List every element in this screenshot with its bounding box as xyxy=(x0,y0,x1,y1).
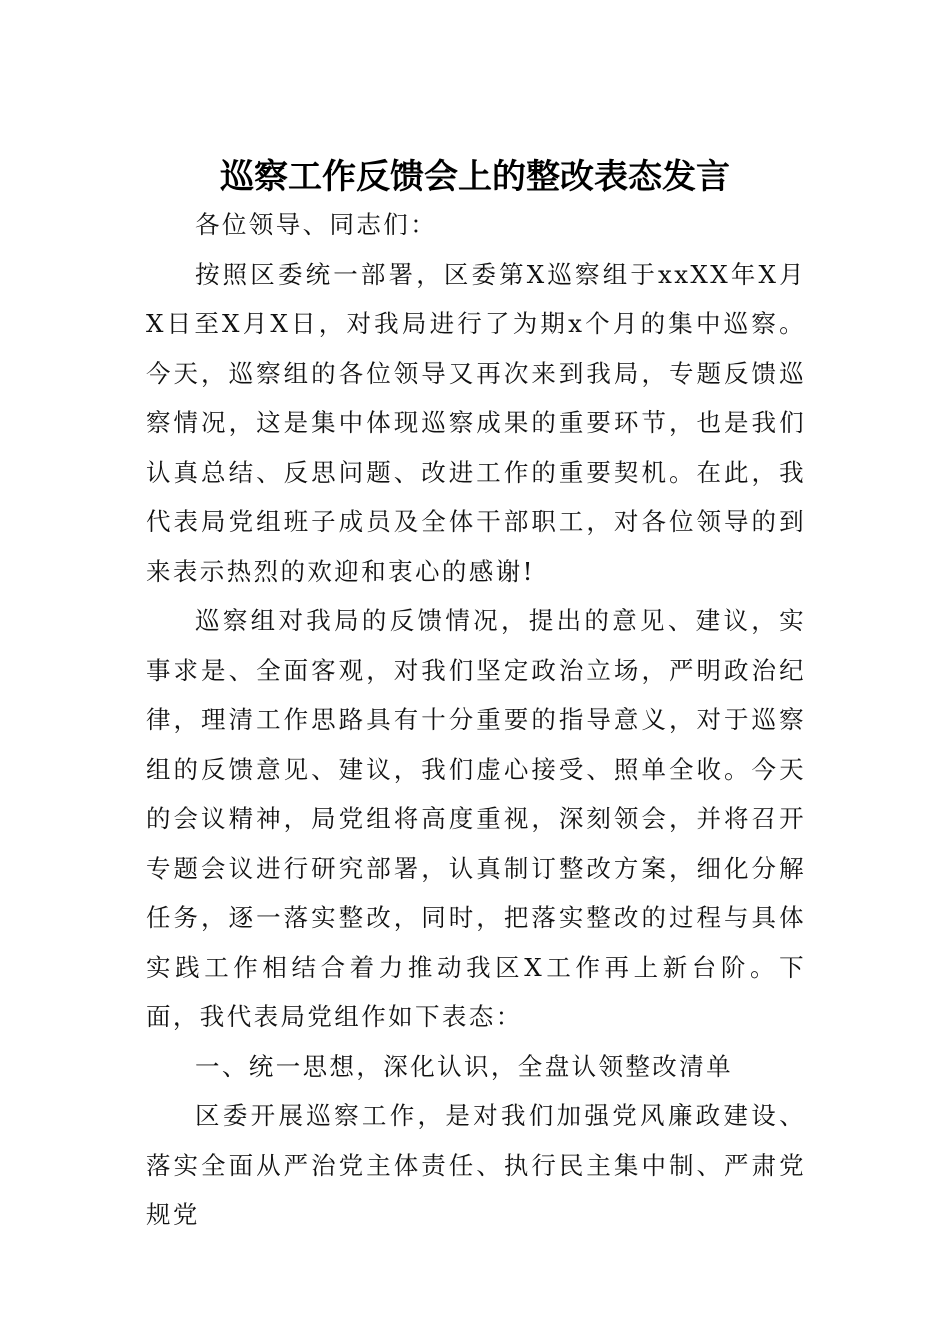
document-title: 巡察工作反馈会上的整改表态发言 xyxy=(220,157,730,197)
section-heading-1: 一、统一思想，深化认识，全盘认领整改清单 xyxy=(195,1051,733,1081)
paragraph-section-1: 区委开展巡察工作，是对我们加强党风廉政建设、落实全面从严治党主体责任、执行民主集中制、严肃党规党 xyxy=(146,1101,806,1229)
document-body xyxy=(146,200,806,1240)
salutation: 各位领导、同志们： xyxy=(195,210,438,239)
paragraph-intro: 按照区委统一部署，区委第X巡察组于xxXX年X月X日至X月X日，对我局进行了为期x个月的集中巡察。今天，巡察组的各位领导又再次来到我局，专题反馈巡察情况，这是集中体现巡察成果的重要环节，也是我们认真总结、反思问题、改进工作的重要契机。在此，我代表局党组班子成员及全体干部职工，对各位领导的到来表示热烈的欢迎和衷心的感谢! xyxy=(146,259,806,586)
paragraph-feedback: 巡察组对我局的反馈情况，提出的意见、建议，实事求是、全面客观，对我们坚定政治立场，严明政治纪律，理清工作思路具有十分重要的指导意义，对于巡察组的反馈意见、建议，我们虚心接受、照单全收。今天的会议精神，局党组将高度重视，深刻领会，并将召开专题会议进行研究部署，认真制订整改方案，细化分解任务，逐一落实整改，同时，把落实整改的过程与具体实践工作相结合着力推动我区X工作再上新台阶。下面，我代表局党组作如下表态： xyxy=(146,606,806,1031)
